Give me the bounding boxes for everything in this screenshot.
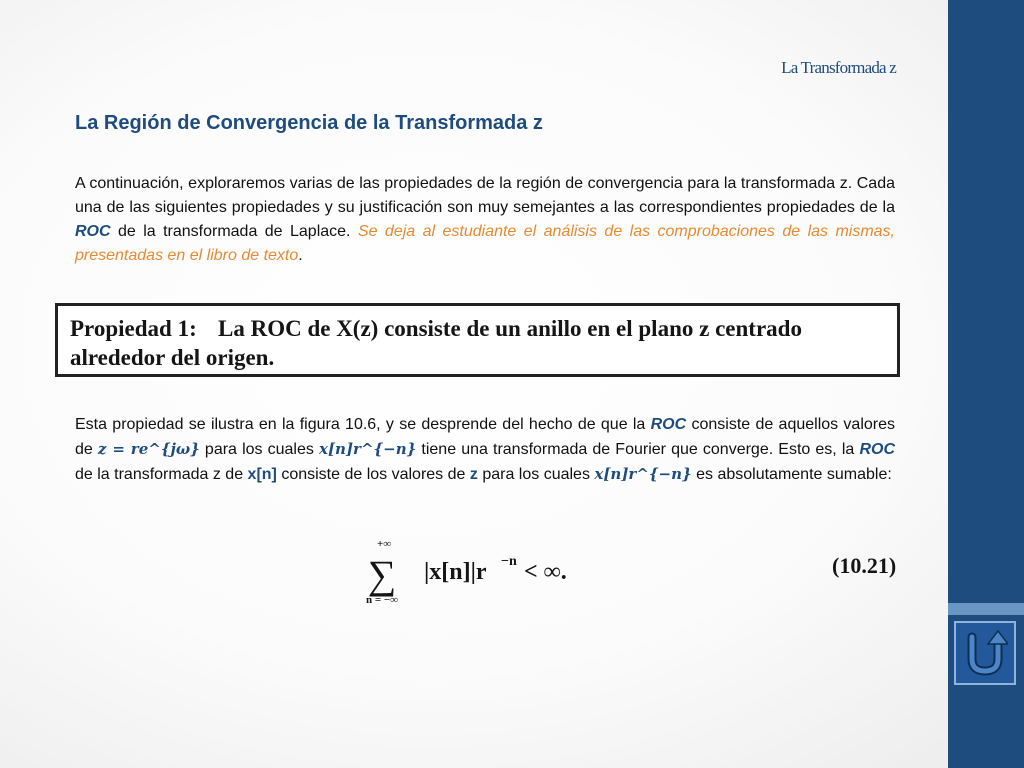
sum-upper-limit: +∞ bbox=[376, 538, 392, 550]
header-title: La Transformada z bbox=[781, 58, 896, 77]
sidebar-strip bbox=[948, 603, 1024, 615]
return-button[interactable] bbox=[954, 621, 1016, 685]
equation-10-21 bbox=[362, 535, 906, 605]
slide-title: La Región de Convergencia de la Transformada z bbox=[75, 112, 543, 134]
property-box bbox=[55, 303, 900, 377]
property-label: Propiedad 1: bbox=[70, 316, 197, 341]
sum-lower-limit: n = −∞ bbox=[366, 594, 398, 605]
explanation-paragraph: Esta propiedad se ilustra en la figura 10.6, y se desprende del hecho de que la ROC consiste de aquellos valores de z = re^{jω} para los cuales x[n]r^{−n} tiene una transformada de Fourier que converge. Esto es, la ROC de la transformada z de x[n] consiste de los valores de z para los cuales x[n]r^{−n} es absolutamente sumable: bbox=[75, 416, 896, 483]
sum-relation: < ∞. bbox=[524, 559, 567, 585]
intro-paragraph: A continuación, exploraremos varias de las propiedades de la región de convergencia para la transformada z. Cada una de las siguientes propiedades y su justificación son muy semejantes a las correspondientes propiedades de la ROC de la transformada de Laplace. Se deja al estudiante el análisis de las comprobaciones de las mismas, presentadas en el libro de texto. bbox=[75, 175, 895, 264]
property-text: La ROC de X(z) consiste de un anillo en el plano z centrado alrededor del origen. bbox=[70, 316, 802, 370]
sigma-symbol: ∑ bbox=[367, 552, 397, 597]
roc-term: ROC bbox=[75, 223, 111, 240]
summation-formula bbox=[362, 535, 742, 605]
u-turn-return-icon bbox=[962, 629, 1008, 677]
sum-body: |x[n]|r bbox=[424, 559, 487, 585]
x-n-r-minus-n-2: x[n]r^{−n} bbox=[594, 465, 692, 483]
equation-number: (10.21) bbox=[832, 553, 897, 578]
sum-exponent: −n bbox=[501, 554, 517, 569]
z-equals-re-jw: z = re^{jω} bbox=[97, 440, 200, 458]
x-n-r-minus-n: x[n]r^{−n} bbox=[319, 440, 417, 458]
exercise-note: Se deja al estudiante el análisis de las comprobaciones de las mismas, presentadas en el libro de texto bbox=[75, 223, 895, 264]
